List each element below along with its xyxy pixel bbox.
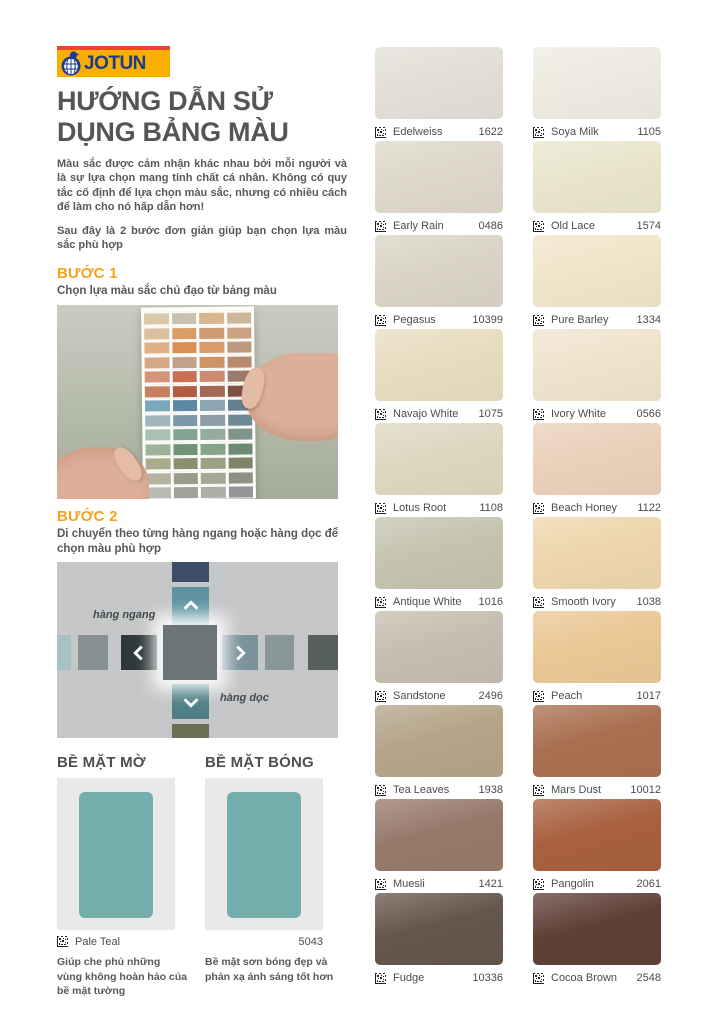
color-name: Soya Milk (551, 126, 599, 138)
swatch-label-row (375, 502, 503, 514)
swatch-cell (533, 329, 661, 423)
mini-chip (144, 311, 169, 324)
qr-icon (375, 409, 386, 420)
step1-label: BƯỚC 1 (57, 264, 118, 282)
color-code: 1122 (637, 502, 661, 514)
mini-chip (173, 441, 198, 454)
color-name: Old Lace (551, 220, 596, 232)
mini-chip (173, 456, 198, 469)
mini-chip (200, 426, 225, 439)
mini-chip (228, 441, 253, 454)
swatch-cell (533, 141, 661, 235)
swatch-label-row (533, 878, 661, 890)
left-column (57, 46, 347, 998)
surfaces-section (57, 754, 347, 998)
matte-swatch (79, 792, 153, 918)
color-code: 1334 (636, 314, 661, 326)
color-code: 1938 (478, 784, 503, 796)
swatch-cell (533, 517, 661, 611)
mini-chip (144, 340, 169, 353)
intro-paragraph: Màu sắc được cảm nhận khác nhau bởi mỗi người và là sự lựa chọn mang tính chất cá nhân. Không có quy tắc cố định để lựa chọn màu sắc, nhưng có nhiều cách để làm cho nó hấp dẫn hơn! (57, 157, 347, 214)
color-code: 10399 (472, 314, 503, 326)
swatch-cell (375, 235, 503, 329)
color-code: 1038 (636, 596, 661, 608)
steps-bold: 2 bước (120, 224, 160, 237)
mini-chip (199, 339, 224, 352)
swatch-label-row (533, 972, 661, 984)
qr-icon (375, 221, 386, 232)
swatch-label-row (533, 220, 661, 232)
mini-chip (172, 311, 197, 324)
title-line-1: HƯỚNG DẪN SỬ (57, 86, 273, 116)
color-swatch (375, 799, 503, 871)
swatch-cell (375, 423, 503, 517)
matte-label-row (57, 935, 175, 948)
color-name: Early Rain (393, 220, 444, 232)
qr-icon (533, 973, 544, 984)
swatch-label-row (533, 126, 661, 138)
swatch-label-row (533, 784, 661, 796)
col-top (172, 562, 209, 582)
steps-sentence (57, 224, 347, 253)
mini-chip (144, 354, 169, 367)
color-swatch (375, 423, 503, 495)
swatch-label-row (375, 408, 503, 420)
color-name: Pangolin (551, 878, 594, 890)
left-chevron-icon (128, 642, 150, 664)
mini-chip (200, 383, 225, 396)
mini-chip (172, 340, 197, 353)
chip-grid (144, 310, 253, 499)
color-chart-sheet (141, 306, 256, 499)
right-arrow (222, 635, 258, 670)
mini-chip (199, 310, 224, 323)
swatch-label-row (375, 596, 503, 608)
row-end-right (308, 635, 338, 670)
color-name: Antique White (393, 596, 462, 608)
swatch-label-row (533, 690, 661, 702)
swatch-label-row (375, 220, 503, 232)
color-swatch (375, 141, 503, 213)
mini-chip (227, 310, 252, 323)
qr-icon (533, 127, 544, 138)
color-code: 1016 (478, 596, 503, 608)
penguin-icon (60, 51, 82, 77)
color-swatch (533, 611, 661, 683)
row-right-2 (265, 635, 294, 670)
swatch-cell (533, 799, 661, 893)
qr-icon (533, 503, 544, 514)
color-code: 10012 (630, 784, 661, 796)
color-name: Lotus Root (393, 502, 447, 514)
swatch-column-left (375, 47, 503, 987)
color-swatch (533, 799, 661, 871)
row-end-left (57, 635, 71, 670)
color-name: Pure Barley (551, 314, 609, 326)
color-name: Navajo White (393, 408, 459, 420)
color-name: Pegasus (393, 314, 436, 326)
mini-chip (199, 325, 224, 338)
row-left-2 (78, 635, 108, 670)
qr-icon (533, 221, 544, 232)
color-code: 1421 (478, 878, 503, 890)
swatch-cell (375, 799, 503, 893)
up-chevron-icon (180, 595, 202, 617)
swatch-cell (533, 893, 661, 987)
qr-icon (533, 879, 544, 890)
color-swatch (375, 893, 503, 965)
swatch-cell (533, 611, 661, 705)
color-swatch (533, 235, 661, 307)
step2-label: BƯỚC 2 (57, 507, 118, 525)
gloss-swatch (227, 792, 301, 918)
swatch-cell (375, 893, 503, 987)
center-square (163, 625, 217, 680)
mini-chip (145, 441, 170, 454)
step2-caption: Di chuyển theo từng hàng ngang hoặc hàng dọc để chọn màu phù hợp (57, 527, 339, 555)
qr-icon (375, 973, 386, 984)
color-name: Fudge (393, 972, 425, 984)
color-code: 2496 (478, 690, 503, 702)
mini-chip (227, 325, 252, 338)
color-code: 1622 (478, 126, 503, 138)
mini-chip (228, 455, 253, 468)
mini-chip (146, 456, 171, 469)
swatch-label-row (533, 314, 661, 326)
swatch-cell (375, 611, 503, 705)
gloss-panel (205, 778, 323, 930)
mini-chip (227, 339, 252, 352)
matte-description: Giúp che phủ những vùng không hoàn hảo của bề mặt tường (57, 956, 188, 997)
mini-chip (199, 354, 224, 367)
swatch-label-row (375, 126, 503, 138)
swatch-label-row (533, 596, 661, 608)
color-name: Beach Honey (551, 502, 618, 514)
color-swatch (533, 47, 661, 119)
qr-icon (533, 785, 544, 796)
left-arrow (121, 635, 157, 670)
mini-chip (228, 484, 253, 497)
mini-chip (145, 369, 170, 382)
color-code: 1574 (636, 220, 661, 232)
gloss-title: BỀ MẶT BÓNG (205, 754, 314, 772)
color-swatch (375, 329, 503, 401)
matte-column (57, 754, 188, 998)
mini-chip (144, 325, 169, 338)
steps-post: đơn giản giúp bạn chọn lựa màu sắc phù hợp (57, 224, 347, 252)
color-name: Cocoa Brown (551, 972, 618, 984)
mini-chip (228, 469, 253, 482)
qr-icon (533, 597, 544, 608)
matte-panel (57, 778, 175, 930)
mini-chip (145, 398, 170, 411)
mini-chip (200, 397, 225, 410)
swatch-label-row (533, 408, 661, 420)
swatch-cell (375, 705, 503, 799)
gloss-column (205, 754, 336, 998)
color-name: Muesli (393, 878, 425, 890)
color-name: Mars Dust (551, 784, 602, 796)
color-swatch (533, 423, 661, 495)
down-chevron-icon (180, 691, 202, 713)
mini-chip (200, 441, 225, 454)
swatch-label-row (375, 784, 503, 796)
qr-icon (533, 409, 544, 420)
color-code: 10336 (472, 972, 503, 984)
brand-name: JOTUN (84, 52, 146, 74)
page-title (57, 86, 347, 148)
up-arrow (172, 587, 209, 625)
qr-icon (375, 127, 386, 138)
swatch-cell (375, 517, 503, 611)
color-code: 0566 (636, 408, 661, 420)
logo-body (57, 50, 170, 77)
qr-icon (533, 691, 544, 702)
mini-chip (173, 427, 198, 440)
mini-chip (201, 455, 226, 468)
swatch-cell (375, 47, 503, 141)
mini-chip (172, 369, 197, 382)
color-name: Smooth Ivory (551, 596, 616, 608)
mini-chip (201, 470, 226, 483)
color-code: 2548 (636, 972, 661, 984)
swatch-cell (533, 705, 661, 799)
qr-icon (375, 879, 386, 890)
qr-icon (375, 785, 386, 796)
color-code: 1105 (637, 126, 661, 138)
qr-icon (375, 691, 386, 702)
mini-chip (201, 484, 226, 497)
down-arrow (172, 684, 209, 719)
qr-icon (375, 503, 386, 514)
swatch-label-row (375, 878, 503, 890)
mini-chip (227, 354, 252, 367)
mini-chip (172, 383, 197, 396)
matte-title: BỀ MẶT MỜ (57, 754, 146, 772)
mini-chip (145, 383, 170, 396)
vertical-row-label: hàng dọc (220, 692, 269, 705)
mini-chip (146, 485, 171, 498)
color-swatch (533, 517, 661, 589)
swatch-label-row (533, 502, 661, 514)
color-swatch (533, 141, 661, 213)
color-name: Peach (551, 690, 583, 702)
mini-chip (172, 325, 197, 338)
qr-icon (533, 315, 544, 326)
mini-chip (172, 354, 197, 367)
color-name: Edelweiss (393, 126, 443, 138)
qr-icon (375, 597, 386, 608)
color-name: Sandstone (393, 690, 446, 702)
jotun-logo (57, 46, 170, 77)
color-name: Tea Leaves (393, 784, 450, 796)
mini-chip (200, 412, 225, 425)
mini-chip (173, 485, 198, 498)
color-code: 2061 (636, 878, 661, 890)
color-code: 0486 (478, 220, 503, 232)
qr-icon (375, 315, 386, 326)
color-code: 1017 (636, 690, 661, 702)
mini-chip (173, 412, 198, 425)
color-code: 1108 (479, 502, 503, 514)
swatch-label-row (375, 314, 503, 326)
qr-icon (57, 936, 68, 947)
matte-color-name: Pale Teal (75, 935, 121, 948)
step1-caption: Chọn lựa màu sắc chủ đạo từ bảng màu (57, 284, 277, 297)
color-swatch (375, 517, 503, 589)
color-swatch (533, 893, 661, 965)
mini-chip (200, 368, 225, 381)
color-swatch (375, 235, 503, 307)
horizontal-row-label: hàng ngang (93, 609, 156, 622)
color-swatch (533, 329, 661, 401)
swatch-cell (533, 235, 661, 329)
mini-chip (145, 412, 170, 425)
swatch-cell (375, 329, 503, 423)
swatch-label-row (375, 972, 503, 984)
swatch-column-right (533, 47, 661, 987)
color-code: 1075 (478, 408, 503, 420)
color-swatch (375, 611, 503, 683)
col-bottom (172, 724, 209, 738)
steps-pre: Sau đây là (57, 224, 121, 237)
swatch-cell (533, 423, 661, 517)
mini-chip (172, 398, 197, 411)
swatch-cell (533, 47, 661, 141)
mini-chip (173, 470, 198, 483)
mini-chip (145, 427, 170, 440)
color-swatch (375, 705, 503, 777)
swatch-label-row (375, 690, 503, 702)
title-line-2: DỤNG BẢNG MÀU (57, 116, 289, 147)
color-swatch (375, 47, 503, 119)
step1-photo (57, 305, 338, 499)
swatch-cell (375, 141, 503, 235)
color-swatch (533, 705, 661, 777)
mini-chip (146, 470, 171, 483)
gloss-description: Bề mặt sơn bóng đẹp và phản xạ ánh sáng tốt hơn (205, 956, 334, 983)
step2-diagram (57, 562, 338, 738)
color-name: Ivory White (551, 408, 607, 420)
mini-chip (228, 426, 253, 439)
gloss-color-code: 5043 (298, 935, 323, 948)
right-chevron-icon (229, 642, 251, 664)
